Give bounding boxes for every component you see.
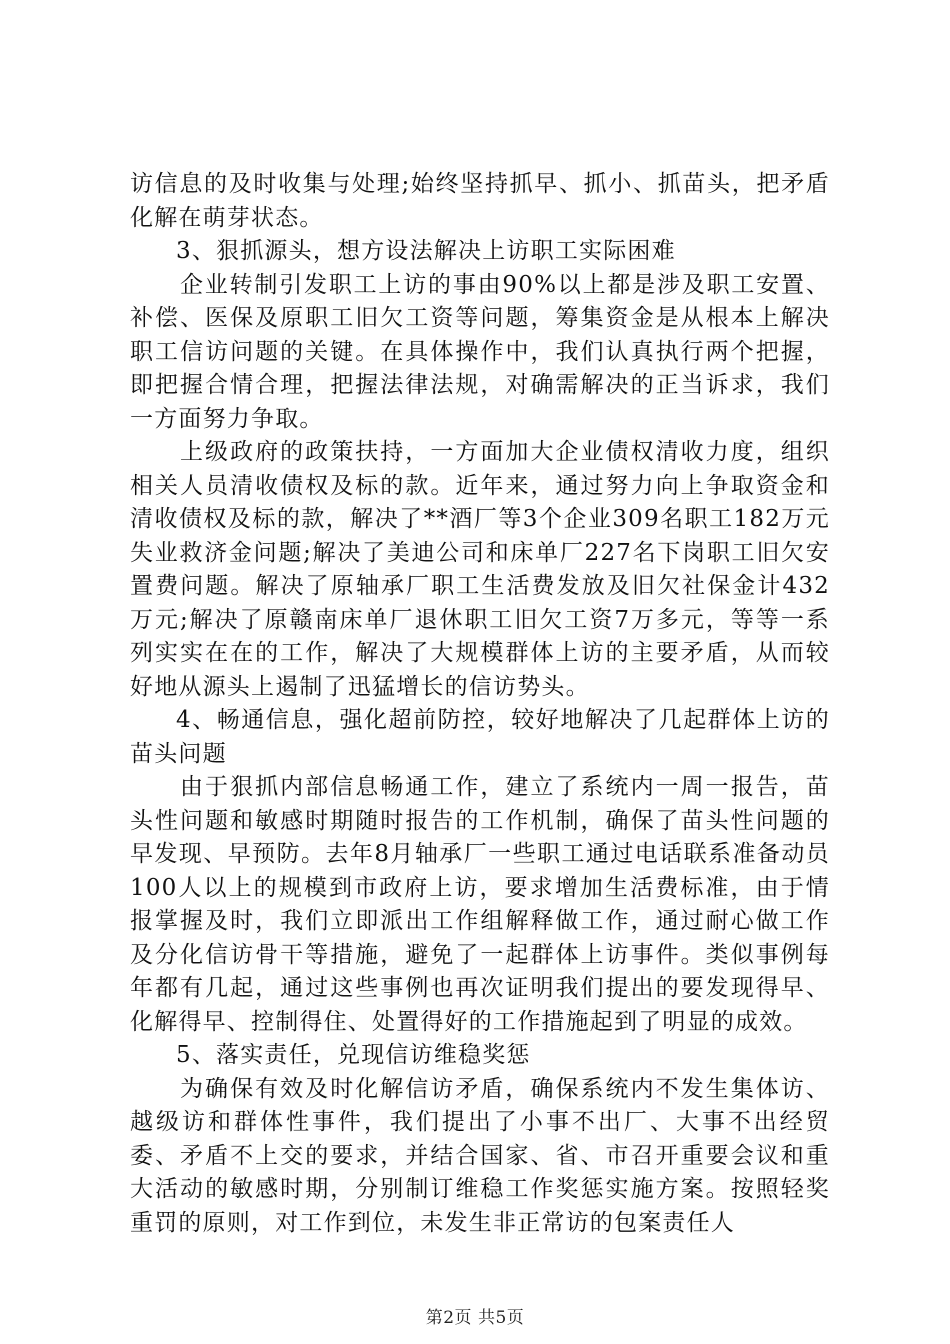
paragraph-funding: 企业转制引发职工上访的事由90%以上都是涉及职工安置、补偿、医保及原职工旧欠工资等问题，筹集资金是从根本上解决职工信访问题的关键。在具体操作中，我们认真执行两个把握，即把握合情合理，把握法律法规，对确需解决的正当诉求，我们一方面努力争取。 [130,271,830,432]
document-body [130,168,830,1240]
paragraph-responsibility: 为确保有效及时化解信访矛盾，确保系统内不发生集体访、越级访和群体性事件，我们提出了小事不出厂、大事不出经贸委、矛盾不上交的要求，并结合国家、省、市召开重要会议和重大活动的敏感时期，分别制订维稳工作奖惩实施方案。按照轻奖重罚的原则，对工作到位，未发生非正常访的包案责任人 [130,1075,830,1236]
page-number-footer: 第2页 共5页 [425,1308,525,1328]
section-heading-4: 4、畅通信息，强化超前防控，较好地解决了几起群体上访的苗头问题 [130,707,830,767]
paragraph-policy-support: 上级政府的政策扶持，一方面加大企业债权清收力度，组织相关人员清收债权及标的款。近年来，通过努力向上争取资金和清收债权及标的款，解决了**酒厂等3个企业309名职工182万元失业救济金问题;解决了美迪公司和床单厂227名下岗职工旧欠安置费问题。解决了原轴承厂职工生活费发放及旧欠社保金计432万元;解决了原赣南床单厂退休职工旧欠工资7万多元，等等一系列实实在在的工作，解决了大规模群体上访的主要矛盾，从而较好地从源头上遏制了迅猛增长的信访势头。 [130,439,830,700]
paragraph-continuation: 访信息的及时收集与处理;始终坚持抓早、抓小、抓苗头，把矛盾化解在萌芽状态。 [130,171,830,231]
section-heading-3: 3、狠抓源头，想方设法解决上访职工实际困难 [176,238,676,264]
section-heading-5: 5、落实责任，兑现信访维稳奖惩 [176,1042,531,1068]
paragraph-information: 由于狠抓内部信息畅通工作，建立了系统内一周一报告，苗头性问题和敏感时期随时报告的工作机制，确保了苗头性问题的早发现、早预防。去年8月轴承厂一些职工通过电话联系准备动员100人以上的规模到市政府上访，要求增加生活费标准，由于情报掌握及时，我们立即派出工作组解释做工作，通过耐心做工作及分化信访骨干等措施，避免了一起群体上访事件。类似事例每年都有几起，通过这些事例也再次证明我们提出的要发现得早、化解得早、控制得住、处置得好的工作措施起到了明显的成效。 [130,774,830,1035]
